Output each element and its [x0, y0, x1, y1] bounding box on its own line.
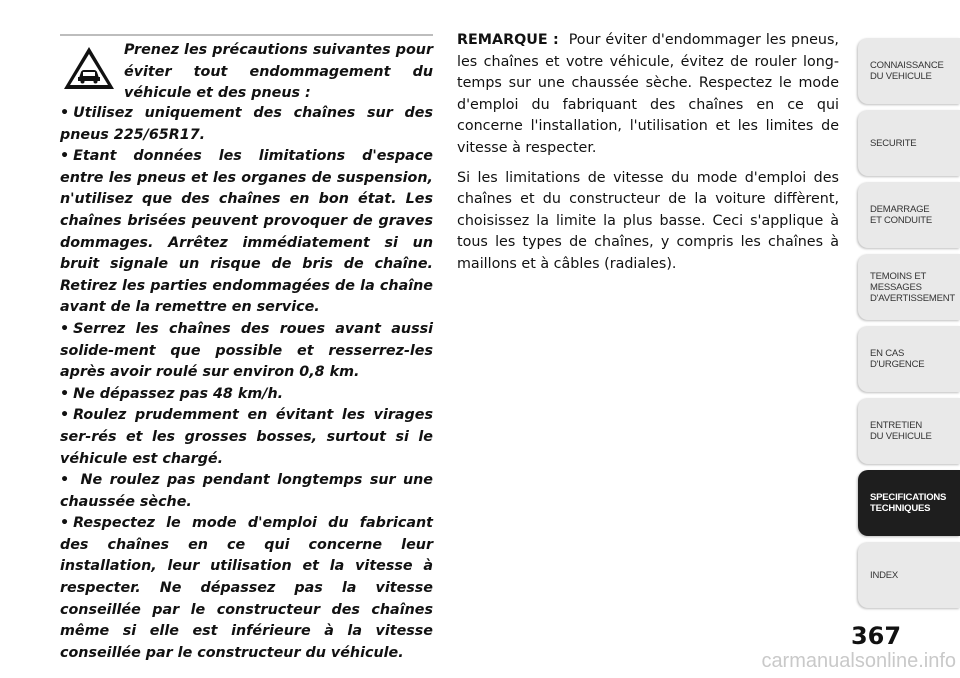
bullet-symbol: • [60, 320, 70, 337]
tab-specifications-techniques[interactable]: SPECIFICATIONS TECHNIQUES [858, 470, 960, 536]
tab-en-cas-d-urgence[interactable]: EN CAS D'URGENCE [858, 326, 960, 392]
note-column [457, 30, 839, 284]
tab-index[interactable]: INDEX [858, 542, 960, 608]
list-item: • Utilisez uniquement des chaînes sur des pneus 225/65R17. [60, 105, 433, 143]
list-item: • Etant données les limitations d'espace entre les pneus et les organes de suspension, n'utilisez que des chaînes en bon état. Les chaînes brisées peuvent provoquer de graves dommages. Arrêtez immédiatement si un bruit signale un risque de bris de chaîne. Retirez les parties endommagées de la chaîne avant de la remettre en service. [60, 148, 433, 316]
bullet-symbol: • [60, 472, 70, 489]
list-item: • Respectez le mode d'emploi du fabricant des chaînes en ce qui concerne leur installation, leur utilisation et la vitesse à respecter. Ne dépassez pas la vitesse conseillée par le constructeur des chaînes même si elle est inférieure à la vitesse conseillée par le constructeur du véhicule. [60, 515, 433, 661]
bullet-symbol: • [60, 407, 70, 424]
bullet-symbol: • [60, 515, 70, 532]
warning-triangle-car-icon [62, 44, 116, 92]
note-paragraph [457, 30, 839, 160]
tab-temoins-et-messages[interactable]: TEMOINS ET MESSAGES D'AVERTISSEMENT [858, 254, 960, 320]
warning-intro: Prenez les précautions suivantes pour éviter tout endommagement du véhicule et des pneus : [124, 42, 433, 102]
warning-list [60, 103, 433, 664]
watermark: carmanualsonline.info [761, 650, 956, 672]
bullet-symbol: • [60, 105, 70, 121]
list-item: • Ne roulez pas pendant longtemps sur une chaussée sèche. [60, 472, 433, 510]
list-item: • Ne dépassez pas 48 km/h. [60, 385, 284, 402]
list-item: • Roulez prudemment en évitant les virages ser-rés et les grosses bosses, surtout si le véhicule est chargé. [60, 407, 433, 467]
chapter-tabs [858, 0, 960, 678]
bullet-symbol: • [60, 385, 70, 402]
warning-top-rule [60, 34, 433, 36]
note-paragraph-2: Si les limitations de vitesse du mode d'emploi des chaînes et du constructeur de la voiture diffèrent, choisissez la limite la plus basse. Ceci s'applique à tous les types de chaînes, y compris les chaînes à maillons et à câbles (radiales). [457, 169, 839, 272]
note-text: Pour éviter d'endommager les pneus, les chaînes et votre véhicule, évitez de rouler long-temps sur une chaussée sèche. Respectez le mode d'emploi du fabriquant des chaînes en ce qui concerne l'installation, l'utilisation et les limites de vitesse à respecter. [457, 32, 839, 156]
list-item: • Serrez les chaînes des roues avant aussi solide-ment que possible et resserrez-les après avoir roulé sur environ 0,8 km. [60, 320, 433, 381]
bullet-symbol: • [60, 148, 70, 165]
tab-securite[interactable]: SECURITE [858, 110, 960, 176]
tab-connaissance-du-vehicule[interactable]: CONNAISSANCE DU VEHICULE [858, 38, 960, 104]
tab-demarrage-et-conduite[interactable]: DEMARRAGE ET CONDUITE [858, 182, 960, 248]
page-number: 367 [850, 622, 902, 650]
note-label: REMARQUE : [457, 32, 559, 48]
tab-entretien-du-vehicule[interactable]: ENTRETIEN DU VEHICULE [858, 398, 960, 464]
